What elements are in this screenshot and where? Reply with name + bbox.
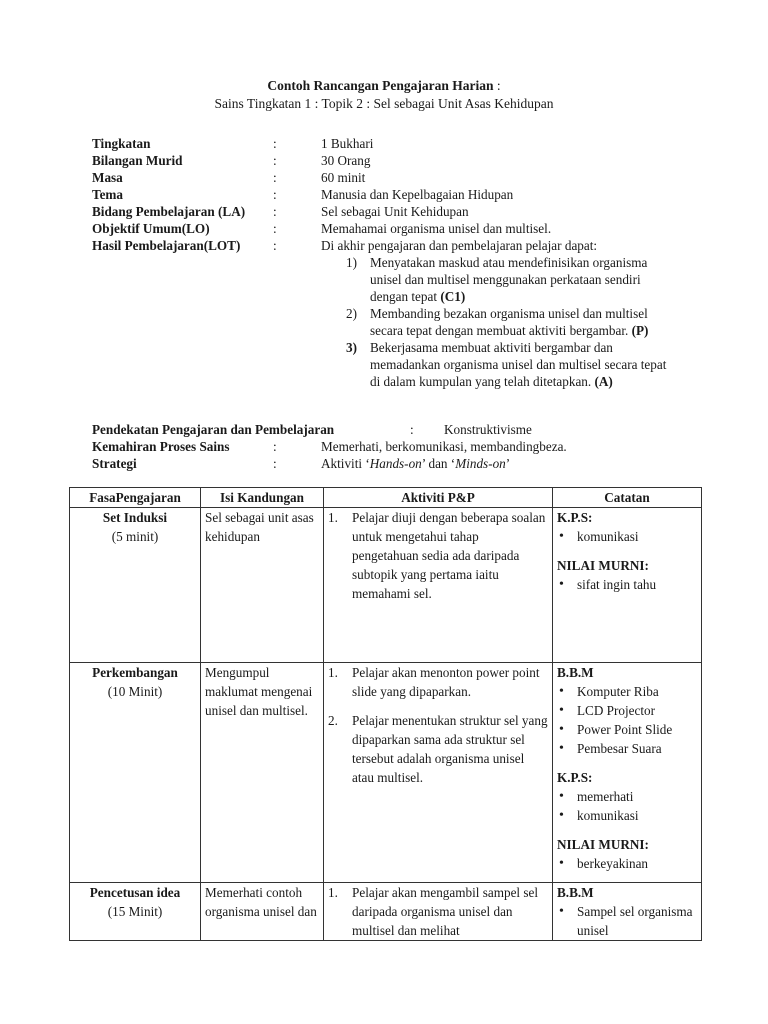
phase-time: (15 Minit)	[107, 904, 163, 919]
activity-text: Pelajar menentukan struktur sel yang dipaparkan sama ada struktur sel tersebut adalah organisma unisel atau multisel.	[352, 713, 548, 785]
table-row	[70, 883, 702, 941]
notes-list	[557, 527, 697, 546]
outcome-tag: (P)	[631, 323, 649, 338]
process-skills-value: Memerhati, berkomunikasi, membandingbeza.	[321, 439, 567, 454]
detail-value: 30 Orang	[321, 153, 371, 168]
activity-item	[328, 663, 548, 701]
content-cell: Memerhati contoh organisma unisel dan	[201, 883, 324, 941]
outcome-text: Membanding bezakan organisma unisel dan multisel secara tepat dengan membuat aktiviti bergambar.	[370, 306, 648, 338]
strategy-text-mid: ’ dan ‘	[421, 456, 456, 471]
phase-time: (5 minit)	[111, 529, 159, 544]
column-header: Isi Kandungan	[201, 488, 324, 508]
detail-row	[92, 169, 712, 186]
phase-cell	[70, 883, 201, 941]
content-cell: Mengumpul maklumat mengenai unisel dan multisel.	[201, 663, 324, 883]
phase-cell	[70, 508, 201, 663]
outcome-number: 3)	[346, 340, 357, 355]
outcome-text: Bekerjasama membuat aktiviti bergambar dan memadankan organisma unisel dan multisel secara tepat di dalam kumpulan yang telah ditetapkan.	[370, 340, 667, 389]
notes-cell	[553, 663, 702, 883]
notes-cell	[553, 508, 702, 663]
approach-colon: :	[410, 422, 414, 437]
notes-list	[557, 682, 697, 758]
title-text: Contoh Rancangan Pengajaran Harian	[267, 78, 494, 93]
notes-cell	[553, 883, 702, 941]
activity-text: Pelajar akan menonton power point slide yang dipaparkan.	[352, 665, 540, 699]
detail-value: 1 Bukhari	[321, 136, 374, 151]
notes-item: • komunikasi	[557, 527, 697, 546]
notes-item: • berkeyakinan	[557, 854, 697, 873]
detail-colon: :	[273, 204, 277, 219]
activities-list	[328, 508, 548, 603]
learning-outcomes-list	[346, 254, 676, 390]
outcome-tag: (C1)	[440, 289, 466, 304]
strategy-key: Strategi	[92, 456, 137, 471]
activities-cell	[324, 663, 553, 883]
lesson-plan-table	[69, 487, 702, 941]
notes-item: • komunikasi	[557, 806, 697, 825]
activities-list	[328, 663, 548, 787]
notes-heading: NILAI MURNI:	[557, 837, 649, 852]
detail-key: Bidang Pembelajaran (LA)	[92, 204, 246, 219]
detail-row	[92, 152, 712, 169]
activities-cell	[324, 883, 553, 941]
process-skills-key: Kemahiran Proses Sains	[92, 439, 230, 454]
notes-heading: NILAI MURNI:	[557, 558, 649, 573]
activity-number: 1.	[328, 885, 338, 900]
strategy-emphasis: Minds-on	[455, 456, 506, 471]
notes-item: • Sampel sel organisma unisel	[557, 902, 697, 940]
content-cell: Sel sebagai unit asas kehidupan	[201, 508, 324, 663]
detail-value: Memahamai organisma unisel dan multisel.	[321, 221, 552, 236]
detail-key: Bilangan Murid	[92, 153, 183, 168]
notes-item: • memerhati	[557, 787, 697, 806]
notes-item: • sifat ingin tahu	[557, 575, 697, 594]
detail-row	[92, 237, 712, 254]
notes-list	[557, 575, 697, 594]
detail-colon: :	[273, 221, 277, 236]
outcome-tag: (A)	[594, 374, 613, 389]
detail-row	[92, 220, 712, 237]
notes-list	[557, 854, 697, 873]
page-title	[0, 78, 768, 94]
process-skills-colon: :	[273, 439, 277, 454]
notes-heading: K.P.S:	[557, 510, 593, 525]
table-row	[70, 508, 702, 663]
activity-item	[328, 711, 548, 787]
activities-list	[328, 883, 548, 940]
strategy-emphasis: Hands-on	[369, 456, 422, 471]
strategy-colon: :	[273, 456, 277, 471]
detail-value: 60 minit	[321, 170, 366, 185]
column-header: Aktiviti P&P	[324, 488, 553, 508]
detail-colon: :	[273, 238, 277, 253]
activity-number: 1.	[328, 665, 338, 680]
approach-value: Konstruktivisme	[444, 422, 532, 437]
strategy-value	[321, 455, 510, 472]
title-colon: :	[496, 78, 501, 93]
activity-text: Pelajar diuji dengan beberapa soalan untuk mengetahui tahap pengetahuan sedia ada daripada subtopik yang pertama iaitu memahami sel.	[352, 510, 546, 601]
notes-item: • Pembesar Suara	[557, 739, 697, 758]
notes-heading: K.P.S:	[557, 770, 593, 785]
notes-list	[557, 902, 697, 940]
detail-colon: :	[273, 170, 277, 185]
notes-item: • Komputer Riba	[557, 682, 697, 701]
activities-cell	[324, 508, 553, 663]
phase-cell	[70, 663, 201, 883]
detail-key: Tema	[92, 187, 124, 202]
detail-colon: :	[273, 136, 277, 151]
phase-name: Perkembangan	[92, 665, 178, 680]
column-header: FasaPengajaran	[70, 488, 201, 508]
learning-outcome-item	[346, 305, 676, 339]
detail-key: Objektif Umum(LO)	[92, 221, 210, 236]
learning-outcome-item	[346, 254, 676, 305]
notes-list	[557, 787, 697, 825]
phase-time: (10 Minit)	[107, 684, 163, 699]
detail-value: Manusia dan Kepelbagaian Hidupan	[321, 187, 514, 202]
activity-number: 2.	[328, 713, 338, 728]
notes-item: • Power Point Slide	[557, 720, 697, 739]
notes-item: • LCD Projector	[557, 701, 697, 720]
phase-name: Set Induksi	[102, 510, 168, 525]
table-row	[70, 663, 702, 883]
process-skills-row	[92, 438, 712, 455]
activity-text: Pelajar akan mengambil sampel sel daripada organisma unisel dan multisel dan melihat	[352, 885, 539, 938]
notes-heading: B.B.M	[557, 665, 594, 680]
outcome-text: Menyatakan maskud atau mendefinisikan organisma unisel dan multisel menggunakan perkataan sendiri dengan tepat	[370, 255, 648, 304]
phase-name: Pencetusan idea	[89, 885, 181, 900]
detail-row	[92, 135, 712, 152]
detail-value: Sel sebagai Unit Kehidupan	[321, 204, 469, 219]
outcome-number: 2)	[346, 306, 357, 321]
detail-row	[92, 203, 712, 220]
column-header: Catatan	[553, 488, 702, 508]
notes-heading: B.B.M	[557, 885, 594, 900]
approach-row	[92, 421, 712, 438]
detail-key: Masa	[92, 170, 123, 185]
detail-key: Hasil Pembelajaran(LOT)	[92, 238, 241, 253]
activity-number: 1.	[328, 510, 338, 525]
detail-value: Di akhir pengajaran dan pembelajaran pelajar dapat:	[321, 238, 598, 253]
detail-colon: :	[273, 187, 277, 202]
strategy-text-pre: Aktiviti ‘	[321, 456, 370, 471]
detail-row	[92, 186, 712, 203]
activity-item	[328, 883, 548, 940]
outcome-number: 1)	[346, 255, 357, 270]
strategy-row	[92, 455, 712, 472]
page-subtitle: Sains Tingkatan 1 : Topik 2 : Sel sebagai Unit Asas Kehidupan	[214, 96, 554, 111]
table-header-row	[70, 488, 702, 508]
learning-outcome-item	[346, 339, 676, 390]
activity-item	[328, 508, 548, 603]
detail-key: Tingkatan	[92, 136, 151, 151]
detail-colon: :	[273, 153, 277, 168]
strategy-text-post: ’	[505, 456, 511, 471]
approach-key: Pendekatan Pengajaran dan Pembelajaran	[92, 422, 335, 437]
